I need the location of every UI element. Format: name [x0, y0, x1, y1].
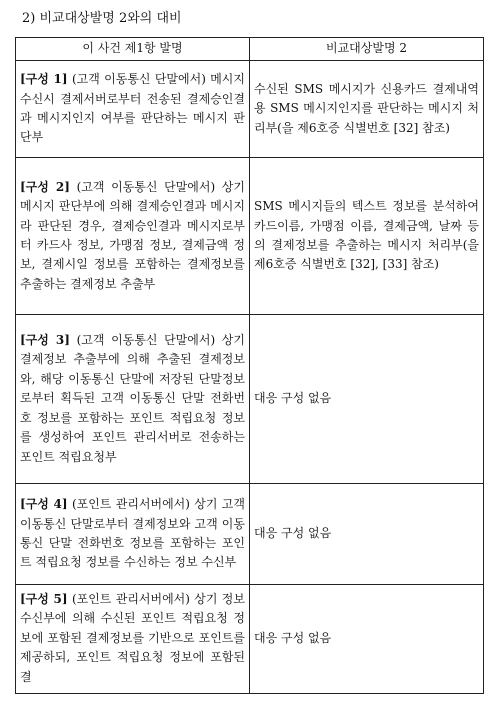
- element-tag: [구성 1]: [20, 72, 68, 87]
- element-text: (포인트 관리서버에서) 상기 정보 수신부에 의해 수신된 포인트 적립요청 정보에 포함된 결제정보를 기반으로 포인트를 제공하되, 포인트 적립요청 정보에 포함된 결: [20, 592, 245, 684]
- table-row: [16, 585, 484, 694]
- table-row: [16, 484, 484, 585]
- claim-element-cell: [16, 61, 250, 158]
- table-row: [16, 315, 484, 484]
- table-row: [16, 158, 484, 315]
- claim-element-cell: [16, 158, 250, 315]
- comparison-cell: 수신된 SMS 메시지가 신용카드 결제내역용 SMS 메시지인지를 판단하는 메시지 처리부(을 제6호증 식별번호 [32] 참조): [250, 61, 484, 158]
- comparison-cell: 대응 구성 없음: [250, 484, 484, 585]
- element-text: (고객 이동통신 단말에서) 상기 메시지 판단부에 의해 결제승인결과 메시지라 판단된 경우, 결제승인결과 메시지로부터 카드사 정보, 가맹점 정보, 결제금액 정보, 결제시일 정보를 포함하는 결제정보를 추출하는 결제정보 추출부: [20, 179, 245, 291]
- table-header-row: [16, 38, 484, 61]
- comparison-cell: 대응 구성 없음: [250, 315, 484, 484]
- comparison-cell: SMS 메시지들의 텍스트 정보를 분석하여 카드이름, 가맹점 이름, 결제금액, 날짜 등의 결제정보를 추출하는 메시지 처리부(을 제6호증 식별번호 [32], [33] 참조): [250, 158, 484, 315]
- comparison-cell: 대응 구성 없음: [250, 585, 484, 694]
- element-tag: [구성 3]: [20, 333, 70, 348]
- element-text: (고객 이동통신 단말에서) 상기 결제정보 추출부에 의해 추출된 결제정보와, 해당 이동통신 단말에 저장된 단말정보로부터 획득된 고객 이동통신 단말 전화번호 정보를 포함하는 포인트 적립요청 정보를 생성하여 포인트 관리서버로 전송하는 포인트 적립요청부: [20, 333, 245, 464]
- element-tag: [구성 5]: [20, 592, 68, 606]
- claim-element-cell: [16, 315, 250, 484]
- claim-element-cell: [16, 484, 250, 585]
- claim-element-cell: [16, 585, 250, 694]
- element-text: (포인트 관리서버에서) 상기 고객 이동통신 단말로부터 결제정보와 고객 이동통신 단말 전화번호 정보를 포함하는 포인트 적립요청 정보를 수신하는 정보 수신부: [20, 497, 245, 570]
- comparison-table: [15, 37, 484, 694]
- element-tag: [구성 4]: [20, 497, 68, 512]
- header-comparison-invention: 비교대상발명 2: [250, 38, 484, 61]
- element-text: (고객 이동통신 단말에서) 메시지 수신시 결제서버로부터 전송된 결제승인결과 메시지인지 여부를 판단하는 메시지 판단부: [20, 72, 245, 145]
- header-claim-invention: 이 사건 제1항 발명: [16, 38, 250, 61]
- section-title: 2) 비교대상발명 2와의 대비: [22, 11, 182, 26]
- table-row: [16, 61, 484, 158]
- element-tag: [구성 2]: [20, 179, 70, 194]
